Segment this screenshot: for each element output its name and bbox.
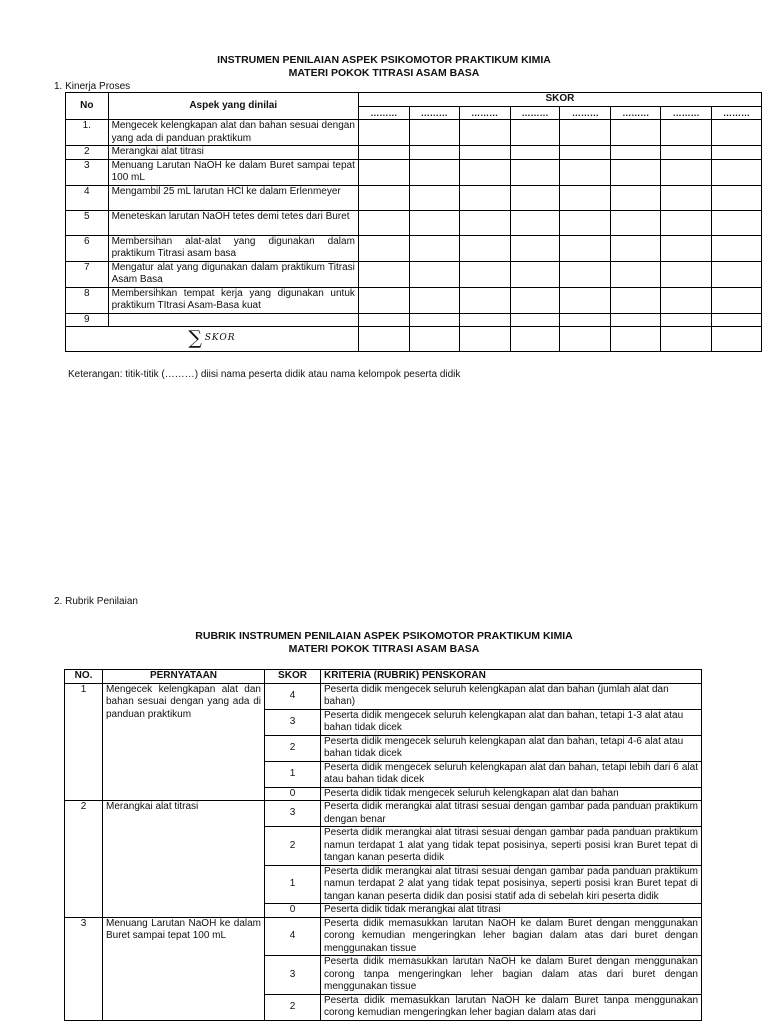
table-row xyxy=(66,120,762,146)
row-kriteria: Peserta didik mengecek seluruh kelengkapan alat dan bahan, tetapi 1-3 alat atau bahan tidak dicek xyxy=(321,709,702,735)
score-cell[interactable] xyxy=(661,185,712,210)
score-cell[interactable] xyxy=(712,159,762,185)
row-skor: 4 xyxy=(265,683,321,709)
score-cell[interactable] xyxy=(459,210,510,235)
score-cell[interactable] xyxy=(358,146,409,160)
sum-row xyxy=(66,327,762,352)
row-skor: 0 xyxy=(265,904,321,918)
row-kriteria: Peserta didik tidak merangkai alat titrasi xyxy=(321,904,702,918)
row-number: 3 xyxy=(65,917,103,1020)
score-cell[interactable] xyxy=(358,287,409,313)
score-cell[interactable] xyxy=(358,313,409,327)
score-cell[interactable] xyxy=(560,313,611,327)
score-cell[interactable] xyxy=(409,146,459,160)
total-cell[interactable] xyxy=(510,327,560,352)
total-cell[interactable] xyxy=(358,327,409,352)
row-number: 2 xyxy=(65,801,103,918)
score-cell[interactable] xyxy=(510,313,560,327)
skor-column-placeholder: ……… xyxy=(560,106,611,120)
row-aspek: Meneteskan larutan NaOH tetes demi tetes dari Buret xyxy=(108,210,358,235)
score-cell[interactable] xyxy=(712,287,762,313)
total-cell[interactable] xyxy=(661,327,712,352)
document-subtitle: MATERI POKOK TITRASI ASAM BASA xyxy=(288,67,480,79)
score-cell[interactable] xyxy=(560,261,611,287)
row-kriteria: Peserta didik memasukkan larutan NaOH ke dalam Buret tanpa menggunakan corong kemudian mengeringkan leher bagian dalam atas dari xyxy=(321,994,702,1020)
row-aspek: Merangkai alat titrasi xyxy=(108,146,358,160)
score-cell[interactable] xyxy=(409,120,459,146)
score-cell[interactable] xyxy=(358,120,409,146)
score-cell[interactable] xyxy=(510,261,560,287)
row-kriteria: Peserta didik memasukkan larutan NaOH ke dalam Buret dengan menggunakan corong kemudian mengeringkan leher bagian dalam atas dari buret dengan menggunakan tissue xyxy=(321,917,702,956)
skor-column-placeholder: ……… xyxy=(459,106,510,120)
row-number: 4 xyxy=(66,185,109,210)
kinerja-proses-table xyxy=(65,92,762,352)
row-skor: 1 xyxy=(265,761,321,787)
row-number: 2 xyxy=(66,146,109,160)
row-kriteria: Peserta didik mengecek seluruh kelengkapan alat dan bahan, tetapi 4-6 alat atau bahan tidak dicek xyxy=(321,735,702,761)
score-cell[interactable] xyxy=(409,261,459,287)
row-kriteria: Peserta didik merangkai alat titrasi sesuai dengan gambar pada panduan praktikum namun terdapat 1 alat yang tidak tepat posisinya, seperti posisi kran Buret tepat di tangan kanan peserta didik xyxy=(321,827,702,866)
table-row xyxy=(66,159,762,185)
row-kriteria: Peserta didik merangkai alat titrasi sesuai dengan gambar pada panduan praktikum dengan benar xyxy=(321,801,702,827)
row-aspek: Mengatur alat yang digunakan dalam praktikum Titrasi Asam Basa xyxy=(108,261,358,287)
total-cell[interactable] xyxy=(459,327,510,352)
score-cell[interactable] xyxy=(409,185,459,210)
row-skor: 1 xyxy=(265,865,321,904)
score-cell[interactable] xyxy=(611,261,661,287)
table-row xyxy=(66,146,762,160)
score-cell[interactable] xyxy=(459,185,510,210)
score-cell[interactable] xyxy=(459,313,510,327)
score-cell[interactable] xyxy=(712,235,762,261)
table-row xyxy=(66,261,762,287)
row-number: 6 xyxy=(66,235,109,261)
row-aspek: Membersihkan tempat kerja yang digunakan untuk praktikum TItrasi Asam-Basa kuat xyxy=(108,287,358,313)
score-cell[interactable] xyxy=(661,287,712,313)
rubrik-table xyxy=(64,669,702,1021)
header-pernyataan: PERNYATAAN xyxy=(103,670,265,684)
score-cell[interactable] xyxy=(459,261,510,287)
score-cell[interactable] xyxy=(661,146,712,160)
score-cell[interactable] xyxy=(560,287,611,313)
score-cell[interactable] xyxy=(611,287,661,313)
score-cell[interactable] xyxy=(661,120,712,146)
score-cell[interactable] xyxy=(358,159,409,185)
score-cell[interactable] xyxy=(712,120,762,146)
score-cell[interactable] xyxy=(358,210,409,235)
skor-column-placeholder: ……… xyxy=(510,106,560,120)
score-cell[interactable] xyxy=(560,185,611,210)
row-aspek: Membersihan alat-alat yang digunakan dalam praktikum Titrasi asam basa xyxy=(108,235,358,261)
skor-column-placeholder: ……… xyxy=(358,106,409,120)
score-cell[interactable] xyxy=(712,313,762,327)
score-cell[interactable] xyxy=(510,120,560,146)
row-number: 9 xyxy=(66,313,109,327)
row-kriteria: Peserta didik tidak mengecek seluruh kelengkapan alat dan bahan xyxy=(321,787,702,801)
row-kriteria: Peserta didik mengecek seluruh kelengkapan alat dan bahan (jumlah alat dan bahan) xyxy=(321,683,702,709)
score-cell[interactable] xyxy=(560,210,611,235)
row-aspek xyxy=(108,313,358,327)
row-pernyataan: Menuang Larutan NaOH ke dalam Buret sampai tepat 100 mL xyxy=(103,917,265,1020)
row-skor: 2 xyxy=(265,735,321,761)
sum-label-cell xyxy=(66,327,359,352)
score-cell[interactable] xyxy=(661,313,712,327)
score-cell[interactable] xyxy=(611,313,661,327)
header-skor: SKOR xyxy=(265,670,321,684)
score-cell[interactable] xyxy=(358,261,409,287)
row-pernyataan: Merangkai alat titrasi xyxy=(103,801,265,918)
table-row xyxy=(66,185,762,210)
score-cell[interactable] xyxy=(560,159,611,185)
row-number: 7 xyxy=(66,261,109,287)
header-no: No xyxy=(66,93,109,120)
score-cell[interactable] xyxy=(611,120,661,146)
score-cell[interactable] xyxy=(611,210,661,235)
score-cell[interactable] xyxy=(611,185,661,210)
score-cell[interactable] xyxy=(712,261,762,287)
section-2-label: 2. Rubrik Penilaian xyxy=(54,596,138,607)
score-cell[interactable] xyxy=(409,210,459,235)
score-cell[interactable] xyxy=(661,210,712,235)
score-cell[interactable] xyxy=(560,146,611,160)
score-cell[interactable] xyxy=(712,210,762,235)
score-cell[interactable] xyxy=(409,159,459,185)
row-number: 1 xyxy=(65,683,103,801)
score-cell[interactable] xyxy=(611,146,661,160)
row-kriteria: Peserta didik mengecek seluruh kelengkapan alat dan bahan, tetapi lebih dari 6 alat atau bahan tidak dicek xyxy=(321,761,702,787)
table-row xyxy=(65,683,702,709)
score-cell[interactable] xyxy=(560,120,611,146)
score-cell[interactable] xyxy=(712,185,762,210)
header-skor: SKOR xyxy=(358,93,761,107)
document-title: INSTRUMEN PENILAIAN ASPEK PSIKOMOTOR PRAKTIKUM KIMIA xyxy=(217,54,551,66)
row-number: 8 xyxy=(66,287,109,313)
section-1-label: 1. Kinerja Proses xyxy=(54,81,131,92)
row-number: 3 xyxy=(66,159,109,185)
score-cell[interactable] xyxy=(459,287,510,313)
score-cell[interactable] xyxy=(611,235,661,261)
row-number: 5 xyxy=(66,210,109,235)
score-cell[interactable] xyxy=(358,185,409,210)
header-kriteria: KRITERIA (RUBRIK) PENSKORAN xyxy=(321,670,702,684)
score-cell[interactable] xyxy=(459,235,510,261)
total-cell[interactable] xyxy=(409,327,459,352)
row-kriteria: Peserta didik memasukkan larutan NaOH ke dalam Buret dengan menggunakan corong tanpa mengeringkan leher bagian dalam atas dari buret dengan menggunakan tissue xyxy=(321,956,702,995)
score-cell[interactable] xyxy=(409,313,459,327)
row-skor: 3 xyxy=(265,801,321,827)
row-skor: 3 xyxy=(265,956,321,995)
total-cell[interactable] xyxy=(611,327,661,352)
skor-column-placeholder: ……… xyxy=(409,106,459,120)
row-number: 1. xyxy=(66,120,109,146)
skor-column-placeholder: ……… xyxy=(712,106,762,120)
score-cell[interactable] xyxy=(661,159,712,185)
score-cell[interactable] xyxy=(611,159,661,185)
keterangan-note: Keterangan: titik-titik (………) diisi nama peserta didik atau nama kelompok peserta didik xyxy=(68,369,461,380)
rubric-subtitle: MATERI POKOK TITRASI ASAM BASA xyxy=(288,643,480,655)
table-row xyxy=(65,917,702,956)
table-row xyxy=(66,313,762,327)
score-cell[interactable] xyxy=(510,185,560,210)
score-cell[interactable] xyxy=(510,146,560,160)
score-cell[interactable] xyxy=(459,120,510,146)
table-row xyxy=(66,210,762,235)
row-skor: 0 xyxy=(265,787,321,801)
sum-label: SKOR xyxy=(204,333,236,344)
score-cell[interactable] xyxy=(510,210,560,235)
total-cell[interactable] xyxy=(712,327,762,352)
skor-column-placeholder: ……… xyxy=(611,106,661,120)
table-row xyxy=(65,801,702,827)
row-aspek: Menuang Larutan NaOH ke dalam Buret sampai tepat 100 mL xyxy=(108,159,358,185)
score-cell[interactable] xyxy=(712,146,762,160)
score-cell[interactable] xyxy=(510,287,560,313)
row-aspek: Mengambil 25 mL larutan HCl ke dalam Erlenmeyer xyxy=(108,185,358,210)
row-pernyataan: Mengecek kelengkapan alat dan bahan sesuai dengan yang ada di panduan praktikum xyxy=(103,683,265,801)
score-cell[interactable] xyxy=(358,235,409,261)
score-cell[interactable] xyxy=(409,287,459,313)
score-cell[interactable] xyxy=(560,235,611,261)
row-skor: 3 xyxy=(265,709,321,735)
score-cell[interactable] xyxy=(459,146,510,160)
score-cell[interactable] xyxy=(661,261,712,287)
skor-column-placeholder: ……… xyxy=(661,106,712,120)
header-aspek: Aspek yang dinilai xyxy=(108,93,358,120)
score-cell[interactable] xyxy=(510,159,560,185)
row-skor: 2 xyxy=(265,827,321,866)
sigma-symbol: ∑ xyxy=(188,327,202,350)
total-cell[interactable] xyxy=(560,327,611,352)
row-skor: 4 xyxy=(265,917,321,956)
table-row xyxy=(66,287,762,313)
rubric-title: RUBRIK INSTRUMEN PENILAIAN ASPEK PSIKOMOTOR PRAKTIKUM KIMIA xyxy=(195,630,573,642)
score-cell[interactable] xyxy=(409,235,459,261)
row-skor: 2 xyxy=(265,994,321,1020)
row-kriteria: Peserta didik merangkai alat titrasi sesuai dengan gambar pada panduan praktikum namun terdapat 2 alat yang tidak tepat posisinya, seperti posisi kran Buret tepat di tangan kanan peserta didik dan posisi statif ada di sebelah kiri peserta didik xyxy=(321,865,702,904)
row-aspek: Mengecek kelengkapan alat dan bahan sesuai dengan yang ada di panduan praktikum xyxy=(108,120,358,146)
score-cell[interactable] xyxy=(661,235,712,261)
score-cell[interactable] xyxy=(459,159,510,185)
header-no: NO. xyxy=(65,670,103,684)
score-cell[interactable] xyxy=(510,235,560,261)
table-row xyxy=(66,235,762,261)
